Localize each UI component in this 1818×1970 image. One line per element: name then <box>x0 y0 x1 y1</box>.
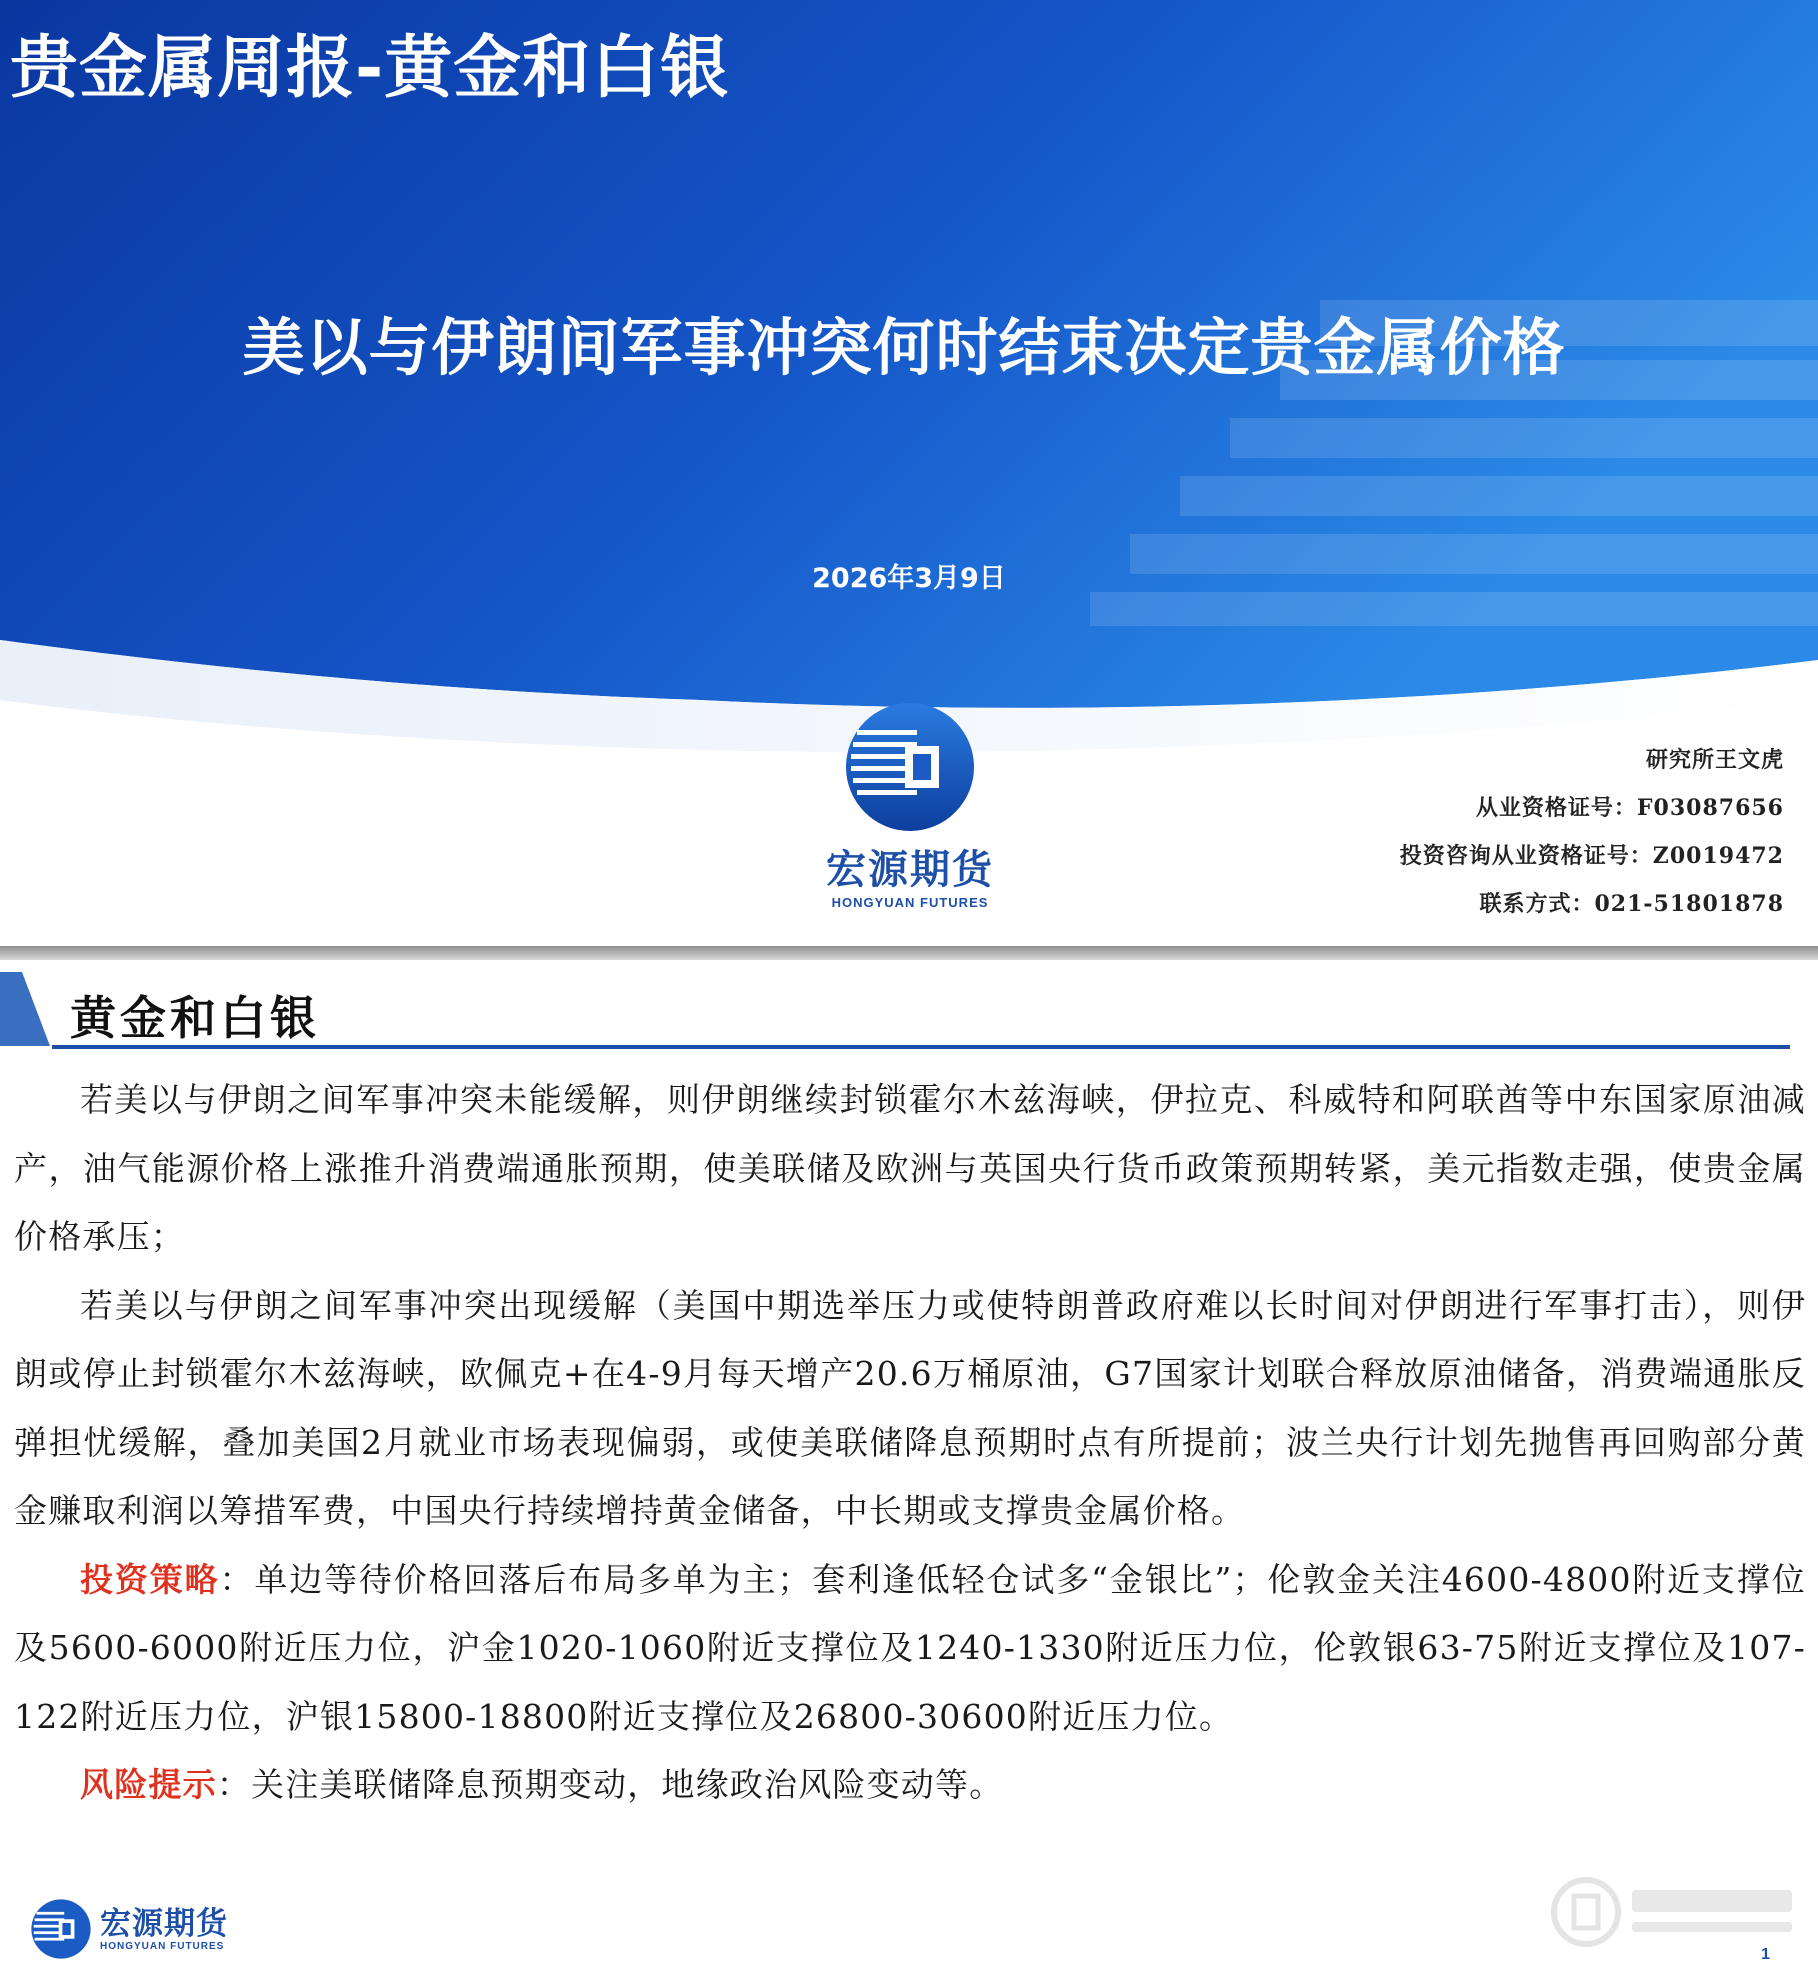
risk-text: ：关注美联储降息预期变动，地缘政治风险变动等。 <box>216 1765 1004 1804</box>
logo-name-cn: 宏源期货 <box>826 847 994 893</box>
paragraph-strategy <box>14 1546 1806 1752</box>
analyst-qualification: 从业资格证号：F03087656 <box>1475 795 1784 821</box>
cover-page <box>0 0 1818 950</box>
report-series-title: 贵金属周报-黄金和白银 <box>10 29 730 108</box>
section-title: 黄金和白银 <box>70 991 320 1045</box>
paragraph-scenario-easing: 若美以与伊朗之间军事冲突出现缓解（美国中期选举压力或使特朗普政府难以长时间对伊朗进行军事打击），则伊朗或停止封锁霍尔木兹海峡，欧佩克+在4-9月每天增产20.6万桶原油，G7国家计划联合释放原油储备，消费端通胀反弹担忧缓解，叠加美国2月就业市场表现偏弱，或使美联储降息预期时点有所提前；波兰央行计划先抛售再回购部分黄金赚取利润以筹措军费，中国央行持续增持黄金储备，中长期或支撑贵金属价格。 <box>14 1285 1806 1530</box>
paragraph-risk <box>14 1751 1806 1820</box>
strategy-text: ：单边等待价格回落后布局多单为主；套利逢低轻仓试多“金银比”；伦敦金关注4600-4800附近支撑位及5600-6000附近压力位，沪金1020-1060附近支撑位及1240-1330附近压力位，伦敦银63-75附近支撑位及107-122附近压力位，沪银15800-18800附近支撑位及26800-30600附近压力位。 <box>14 1559 1806 1736</box>
footer-name-en: HONGYUAN FUTURES <box>100 1940 225 1952</box>
analyst-name: 研究所王文虎 <box>1645 747 1784 773</box>
report-date: 2026年3月9日 <box>812 563 1006 594</box>
watermark-logo-icon <box>1546 1872 1806 1952</box>
risk-label: 风险提示 <box>80 1765 217 1804</box>
analyst-info <box>1400 736 1784 928</box>
footer-name-cn: 宏源期货 <box>100 1905 228 1942</box>
strategy-label: 投资策略 <box>80 1559 220 1599</box>
cover-divider <box>0 946 1818 960</box>
report-body <box>14 1066 1806 1820</box>
page-number: 1 <box>1761 1946 1770 1963</box>
company-logo <box>805 700 1015 910</box>
hongyuan-logo-icon <box>843 700 977 834</box>
paragraph-scenario-escalation: 若美以与伊朗之间军事冲突未能缓解，则伊朗继续封锁霍尔木兹海峡，伊拉克、科威特和阿联酋等中东国家原油减产，油气能源价格上涨推升消费端通胀预期，使美联储及欧洲与英国央行货币政策预期转紧，美元指数走强，使贵金属价格承压； <box>14 1080 1806 1256</box>
report-headline: 美以与伊朗间军事冲突何时结束决定贵金属价格 <box>242 311 1566 384</box>
logo-name-en: HONGYUAN FUTURES <box>831 895 989 910</box>
analyst-consulting-qualification: 投资咨询从业资格证号：Z0019472 <box>1399 843 1784 869</box>
footer-logo <box>30 1898 228 1960</box>
analyst-contact: 联系方式：021-51801878 <box>1479 891 1784 917</box>
hongyuan-logo-icon <box>30 1898 92 1960</box>
